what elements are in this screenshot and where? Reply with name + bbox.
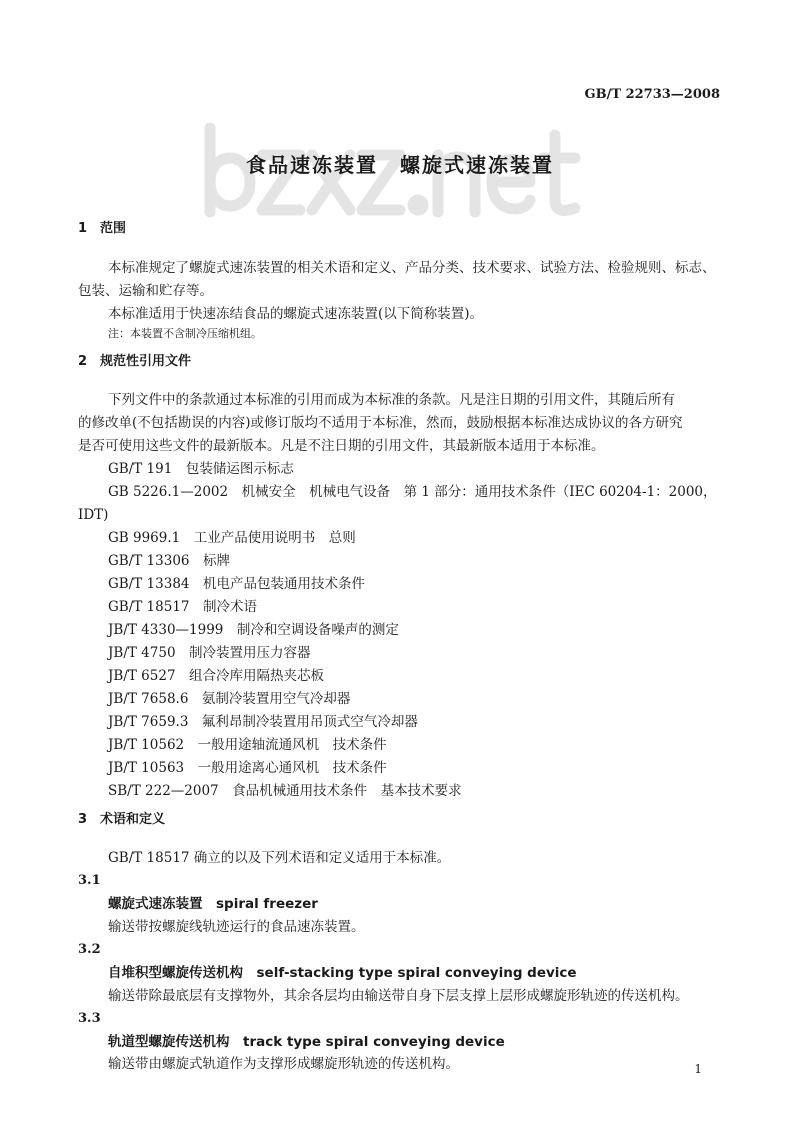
term-definition: 输送带除最底层有支撑物外，其余各层均由输送带自身下层支撑上层形成螺旋形轨迹的传送机构。 bbox=[108, 988, 689, 1004]
term-definition: 输送带按螺旋线轨迹运行的食品速冻装置。 bbox=[108, 919, 365, 935]
section-2-heading: 2 规范性引用文件 bbox=[78, 354, 192, 369]
section-1-heading: 1 范围 bbox=[78, 221, 127, 236]
reference-item: GB/T 13306 标牌 bbox=[108, 553, 230, 569]
page-title: 食品速冻装置 螺旋式速冻装置 bbox=[246, 153, 554, 177]
paragraph: 本标准规定了螺旋式速冻装置的相关术语和定义、产品分类、技术要求、试验方法、检验规则、标志、 bbox=[108, 260, 716, 276]
reference-item: SB/T 222—2007 食品机械通用技术条件 基本技术要求 bbox=[108, 783, 462, 799]
term-number: 3.2 bbox=[78, 942, 101, 957]
reference-item: JB/T 7658.6 氨制冷装置用空气冷却器 bbox=[108, 691, 351, 707]
reference-item: JB/T 10562 一般用途轴流通风机 技术条件 bbox=[108, 737, 387, 753]
paragraph: 下列文件中的条款通过本标准的引用而成为本标准的条款。凡是注日期的引用文件，其随后所有 bbox=[108, 392, 675, 408]
section-3-heading: 3 术语和定义 bbox=[78, 812, 166, 827]
term-title: 螺旋式速冻装置 spiral freezer bbox=[108, 896, 318, 912]
reference-item: GB/T 18517 制冷术语 bbox=[108, 599, 257, 615]
note: 注：本装置不含制冷压缩机组。 bbox=[108, 327, 262, 340]
term-number: 3.1 bbox=[78, 873, 101, 888]
reference-item: GB/T 13384 机电产品包装通用技术条件 bbox=[108, 576, 365, 592]
term-number: 3.3 bbox=[78, 1011, 101, 1026]
page-number: 1 bbox=[694, 1062, 702, 1076]
paragraph: 本标准适用于快速冻结食品的螺旋式速冻装置(以下简称装置)。 bbox=[108, 306, 484, 322]
reference-item: IDT) bbox=[78, 507, 109, 523]
term-definition: 输送带由螺旋式轨道作为支撑形成螺旋形轨迹的传送机构。 bbox=[108, 1056, 459, 1072]
term-title: 自堆积型螺旋传送机构 self-stacking type spiral conveying device bbox=[108, 965, 577, 981]
reference-item: JB/T 7659.3 氟利昂制冷装置用吊顶式空气冷却器 bbox=[108, 714, 418, 730]
reference-item: JB/T 4750 制冷装置用压力容器 bbox=[108, 645, 311, 661]
reference-item: GB/T 191 包装储运图示标志 bbox=[108, 461, 294, 477]
reference-item: GB 9969.1 工业产品使用说明书 总则 bbox=[108, 530, 356, 546]
paragraph: 包装、运输和贮存等。 bbox=[78, 283, 213, 299]
reference-item: JB/T 10563 一般用途离心通风机 技术条件 bbox=[108, 760, 387, 776]
reference-item: JB/T 4330—1999 制冷和空调设备噪声的测定 bbox=[108, 622, 399, 638]
paragraph: GB/T 18517 确立的以及下列术语和定义适用于本标准。 bbox=[108, 850, 451, 866]
document-number: GB/T 22733—2008 bbox=[584, 87, 720, 102]
paragraph: 是否可使用这些文件的最新版本。凡是不注日期的引用文件，其最新版本适用于本标准。 bbox=[78, 438, 605, 454]
reference-item: JB/T 6527 组合冷库用隔热夹芯板 bbox=[108, 668, 325, 684]
term-title: 轨道型螺旋传送机构 track type spiral conveying device bbox=[108, 1034, 505, 1050]
reference-item: GB 5226.1—2002 机械安全 机械电气设备 第 1 部分：通用技术条件（IEC 60204-1：2000， bbox=[108, 484, 717, 500]
paragraph: 的修改单(不包括勘误的内容)或修订版均不适用于本标准，然而，鼓励根据本标准达成协议的各方研究 bbox=[78, 415, 683, 431]
